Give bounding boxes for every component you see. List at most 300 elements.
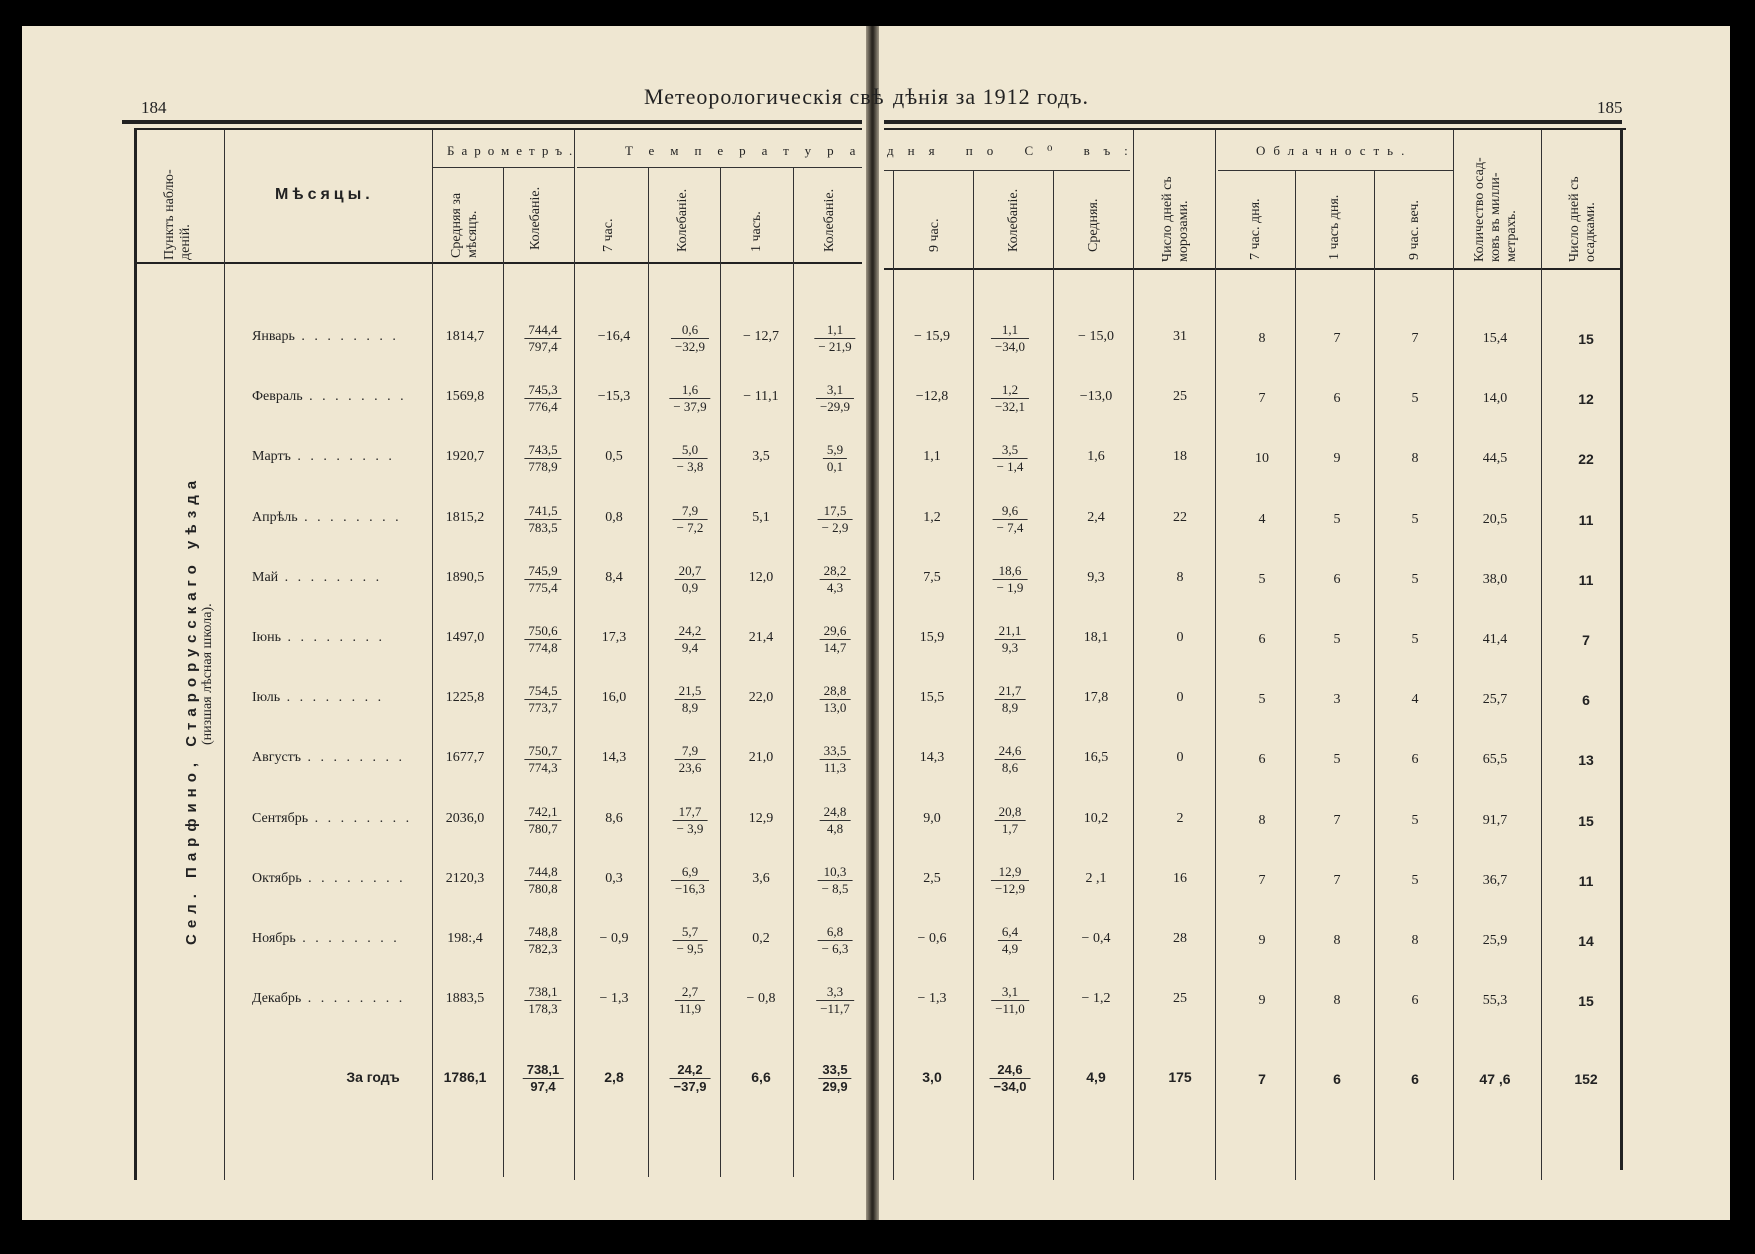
t1-range-cell-top: 17,5 — [818, 503, 853, 520]
t1-range-cell-bottom: − 8,5 — [821, 880, 849, 896]
baro-range-cell — [524, 984, 561, 1017]
precip-days-cell: 11 — [1578, 511, 1594, 528]
month-name: Февраль — [252, 389, 303, 405]
t9-range-cell-top: 6,4 — [998, 924, 1022, 941]
frost-days-cell: 25 — [1173, 389, 1187, 405]
precip-days-cell: 11 — [1578, 872, 1594, 889]
cloud-1-cell: 3 — [1333, 692, 1341, 708]
t7-range-cell-bottom: − 7,2 — [676, 519, 704, 535]
t7-range-cell — [675, 563, 706, 596]
col-sep-5 — [648, 167, 649, 1177]
baro-range-cell-bottom: 783,5 — [528, 519, 558, 535]
baro-mean-cell: 1920,7 — [445, 449, 485, 465]
leader-dots: . . . . . . . . — [295, 931, 400, 946]
baro-group-label: Барометръ. — [447, 143, 580, 158]
t9-range-cell-top: 1,1 — [991, 322, 1029, 339]
month-label — [252, 931, 400, 947]
col-sep-12 — [1215, 130, 1216, 1180]
precip-days-cell: 11 — [1578, 571, 1594, 588]
leader-dots: . . . . . . . . — [294, 329, 399, 344]
t9-range-cell-top: 9,6 — [993, 503, 1028, 520]
leader-dots: . . . . . . . . — [281, 630, 385, 645]
cloud-7-cell: 9 — [1258, 993, 1266, 1009]
col-sep-2 — [432, 130, 433, 1180]
t1-cell: 6,6 — [751, 1069, 771, 1085]
t7-cell: 2,8 — [604, 1069, 624, 1085]
baro-range-cell — [524, 503, 561, 536]
cloud-7-cell: 8 — [1258, 331, 1266, 346]
t1-range-cell — [820, 623, 851, 656]
t9-range-cell-top: 24,6 — [995, 743, 1026, 760]
t1-range-cell-top: 10,3 — [818, 864, 853, 881]
t1-range-cell-top: 24,8 — [820, 804, 851, 821]
precip-cell: 20,5 — [1482, 511, 1508, 527]
t9-range-cell — [995, 804, 1026, 837]
t9-range-cell — [993, 442, 1028, 475]
t1-range-cell-bottom: −29,9 — [819, 399, 851, 415]
baro-range-cell-bottom: 178,3 — [528, 1001, 558, 1017]
t7-cell: − 1,3 — [599, 991, 629, 1007]
t1-cell: 3,6 — [752, 870, 770, 886]
t1-range-cell-top: 3,3 — [816, 984, 854, 1001]
baro-range-cell-bottom: 774,8 — [528, 640, 558, 655]
month-name: Августъ — [252, 750, 302, 766]
frost-days-cell: 31 — [1173, 329, 1187, 344]
page-number-left: 184 — [141, 98, 167, 117]
cloud-9-cell: 7 — [1411, 331, 1419, 346]
t9-cell: − 15,9 — [914, 329, 950, 344]
cloud-7-cell: 6 — [1258, 752, 1266, 768]
frost-days-cell: 25 — [1173, 991, 1187, 1007]
baro-range-cell — [524, 563, 561, 596]
t9-range-cell-bottom: −34,0 — [993, 1079, 1027, 1094]
t1-range-cell — [820, 683, 851, 716]
cloud-9-cell: 5 — [1411, 812, 1419, 828]
baro-range-cell-bottom: 780,8 — [528, 880, 558, 896]
col-sep-4 — [574, 130, 575, 1180]
t9-range-cell — [991, 382, 1029, 415]
t1-range-cell-top: 28,2 — [820, 563, 851, 580]
baro-range-cell — [524, 804, 561, 837]
left-page — [22, 26, 867, 1220]
baro-range-cell-bottom: 778,9 — [528, 459, 558, 475]
temp-group-rule-right — [884, 170, 1130, 171]
t9-range-cell-bottom: −12,9 — [994, 880, 1026, 896]
t7-cell: 0,5 — [605, 449, 623, 465]
title-left: Метеорологическія свѣ — [644, 84, 885, 109]
t9-range-cell-bottom: 8,9 — [1001, 700, 1019, 716]
t1-cell: 22,0 — [748, 690, 774, 706]
t7-range-cell — [671, 322, 709, 355]
t9-range-cell-bottom: 4,9 — [1001, 941, 1019, 956]
month-name: Май — [252, 569, 279, 585]
t1-range-cell-bottom: −11,7 — [820, 1001, 850, 1017]
t7-range-cell-bottom: 0,9 — [681, 579, 699, 595]
baro-range-cell — [524, 924, 561, 957]
cloud-9-cell: 5 — [1411, 391, 1419, 407]
t1-range-cell-bottom: 29,9 — [822, 1079, 848, 1094]
t7-range-cell-bottom: − 9,5 — [676, 941, 704, 956]
t9-cell: − 0,6 — [917, 931, 947, 946]
t9-range-cell-bottom: −34,0 — [994, 339, 1026, 354]
cloud-9-cell: 6 — [1411, 993, 1419, 1009]
precip-days-cell: 13 — [1578, 752, 1594, 769]
baro-mean-cell: 1883,5 — [445, 991, 485, 1007]
precip-days-cell: 15 — [1578, 993, 1594, 1010]
t-mean-cell: − 0,4 — [1081, 931, 1111, 946]
header-precip-days: Число дней съ осадками. — [1567, 176, 1598, 262]
cloud-7-cell: 8 — [1258, 812, 1266, 828]
baro-range-cell-top: 742,1 — [524, 804, 561, 821]
top-rule-right — [884, 120, 1622, 124]
t9-cell: 2,5 — [923, 870, 941, 886]
station-name: Сел. Парфино, Старорусскаго уѣзда — [183, 474, 200, 945]
t7-range-cell-top: 0,6 — [671, 322, 709, 339]
station-sub: (низшая лѣсная школа). — [200, 603, 215, 745]
month-name: Январь — [252, 329, 295, 344]
t7-range-cell — [670, 1062, 711, 1095]
baro-mean-cell: 1815,2 — [445, 509, 485, 525]
month-label — [252, 811, 412, 827]
baro-range-cell-bottom: 775,4 — [528, 579, 558, 595]
t7-range-cell — [673, 924, 708, 957]
t9-cell: 9,0 — [923, 810, 941, 826]
header-baro-range: Колебаніе. — [528, 186, 543, 250]
t7-range-cell-bottom: − 3,9 — [676, 820, 704, 836]
t7-range-cell — [675, 683, 706, 716]
header-baro-mean: Средняя за мѣсяцъ. — [449, 192, 480, 258]
baro-range-cell — [524, 322, 561, 355]
baro-mean-cell: 1677,7 — [445, 750, 485, 766]
t9-range-cell — [995, 623, 1026, 656]
t1-range-cell-bottom: 4,8 — [826, 820, 844, 836]
month-label — [252, 449, 395, 465]
cloud-9-cell: 4 — [1411, 692, 1419, 708]
baro-range-cell-top: 738,1 — [524, 984, 561, 1001]
t7-range-cell-bottom: 23,6 — [678, 760, 702, 776]
t1-range-cell — [823, 442, 847, 475]
month-label — [252, 329, 399, 345]
t1-cell: − 0,8 — [746, 991, 776, 1007]
cloud-1-cell: 5 — [1333, 632, 1341, 647]
precip-days-cell: 14 — [1578, 933, 1594, 949]
baro-mean-cell: 1225,8 — [445, 690, 485, 706]
t9-cell: 1,2 — [923, 509, 941, 525]
t1-cell: 21,0 — [748, 750, 774, 766]
t9-range-cell — [990, 1062, 1031, 1095]
t7-range-cell-top: 5,0 — [673, 442, 708, 459]
t-mean-cell: 18,1 — [1083, 630, 1109, 645]
baro-mean-cell: 1890,5 — [445, 569, 485, 585]
baro-range-cell — [524, 623, 561, 656]
cloud-1-cell: 5 — [1333, 752, 1341, 768]
t7-cell: 14,3 — [601, 750, 627, 766]
cloud-group-rule — [1218, 170, 1453, 171]
t1-range-cell-top: 33,5 — [820, 743, 851, 760]
t7-range-cell-bottom: − 37,9 — [673, 399, 707, 415]
t9-cell: 1,1 — [923, 449, 941, 465]
cloud-1-cell: 6 — [1333, 571, 1341, 587]
leader-dots: . . . . . . . . — [278, 569, 383, 585]
frost-days-cell: 0 — [1176, 690, 1184, 706]
baro-range-cell-top: 744,4 — [524, 322, 561, 339]
header-t7: 7 час. — [601, 218, 616, 252]
header-c1: 1 часъ дня. — [1327, 194, 1342, 260]
t9-range-cell-bottom: −32,1 — [994, 399, 1026, 415]
t9-cell: −12,8 — [915, 389, 949, 405]
frost-days-cell: 18 — [1173, 449, 1187, 465]
baro-range-cell-top: 745,9 — [524, 563, 561, 580]
cloud-7-cell: 4 — [1258, 511, 1266, 527]
t9-range-cell-top: 3,1 — [991, 984, 1029, 1001]
precip-cell: 25,7 — [1482, 692, 1508, 708]
t9-range-cell — [998, 924, 1022, 957]
t-mean-cell: 2 ,1 — [1085, 870, 1107, 886]
t1-range-cell-top: 28,8 — [820, 683, 851, 700]
t9-range-cell-bottom: −11,0 — [995, 1001, 1025, 1017]
t1-cell: 12,0 — [748, 569, 774, 585]
month-label — [252, 570, 382, 586]
frost-days-cell: 2 — [1176, 810, 1184, 826]
cloud-1-cell: 6 — [1333, 391, 1341, 407]
col-sep-10 — [1053, 170, 1054, 1180]
header-station: Пунктъ наблю- деній. — [162, 169, 193, 260]
total-label: За годъ — [346, 1069, 400, 1085]
t7-range-cell-bottom: 11,9 — [678, 1001, 702, 1017]
header-c9: 9 час. веч. — [1407, 200, 1422, 260]
t1-range-cell-top: 5,9 — [823, 442, 847, 459]
t-mean-cell: 1,6 — [1087, 449, 1105, 465]
month-name: Іюль — [252, 690, 281, 706]
t9-range-cell-top: 3,5 — [993, 442, 1028, 459]
col-sep-14 — [1374, 170, 1375, 1180]
t9-cell: 14,3 — [919, 750, 945, 766]
month-label — [252, 389, 407, 405]
t9-range-cell — [995, 683, 1026, 716]
t9-range-cell-bottom: − 7,4 — [996, 519, 1024, 535]
baro-range-cell — [524, 743, 561, 776]
t1-range-cell — [814, 322, 855, 355]
t1-cell: − 12,7 — [743, 329, 779, 344]
precip-cell: 38,0 — [1482, 571, 1508, 587]
cloud-9-cell: 6 — [1411, 752, 1419, 768]
t7-cell: −16,4 — [597, 329, 631, 344]
baro-range-cell-top: 745,3 — [524, 382, 561, 399]
baro-range-cell-bottom: 773,7 — [528, 700, 558, 716]
t9-range-cell-top: 18,6 — [993, 563, 1028, 580]
t7-range-cell-top: 24,2 — [675, 623, 706, 640]
t-mean-cell: 2,4 — [1087, 509, 1105, 525]
t-mean-cell: −13,0 — [1079, 389, 1113, 405]
header-t1-range: Колебаніе. — [822, 188, 837, 252]
precip-days-cell: 15 — [1578, 331, 1594, 347]
cloud-9-cell: 5 — [1411, 872, 1419, 888]
book-gutter — [866, 26, 879, 1220]
leader-dots: . . . . . . . . — [280, 690, 385, 706]
page-number-right: 185 — [1597, 98, 1623, 117]
header-t9: 9 час. — [927, 218, 942, 252]
precip-days-cell: 22 — [1578, 451, 1594, 468]
baro-range-cell-top: 743,5 — [524, 442, 561, 459]
baro-range-cell-top: 744,8 — [524, 864, 561, 881]
t7-range-cell-top: 7,9 — [673, 503, 708, 520]
t7-cell: 8,6 — [605, 810, 623, 826]
col-sep-16 — [1541, 130, 1542, 1180]
leader-dots: . . . . . . . . — [301, 991, 406, 1007]
cloud-1-cell: 8 — [1333, 933, 1341, 948]
leader-dots: . . . . . . . . — [301, 870, 406, 886]
top-rule-left — [122, 120, 862, 124]
cloud-1-cell: 7 — [1333, 872, 1341, 888]
leader-dots: . . . . . . . . — [290, 449, 395, 465]
t7-range-cell-top: 5,7 — [673, 924, 708, 941]
cloud-7-cell: 6 — [1258, 632, 1266, 647]
t9-cell: 7,5 — [923, 569, 941, 585]
baro-mean-cell: 198:,4 — [447, 931, 483, 946]
header-t1: 1 часъ. — [749, 211, 764, 252]
t7-cell: 8,4 — [605, 569, 623, 585]
t7-range-cell — [673, 804, 708, 837]
t9-range-cell-top: 12,9 — [991, 864, 1029, 881]
cloud-1-cell: 7 — [1333, 331, 1341, 346]
t7-range-cell-top: 17,7 — [673, 804, 708, 821]
frost-days-cell: 8 — [1176, 569, 1184, 585]
station-label — [183, 475, 216, 945]
col-sep-6 — [720, 167, 721, 1177]
t9-range-cell-top: 21,7 — [995, 683, 1026, 700]
cloud-group-label: Облачность. — [1256, 143, 1413, 158]
precip-cell: 41,4 — [1482, 632, 1508, 647]
cloud-7-cell: 5 — [1258, 571, 1266, 587]
t7-cell: 17,3 — [601, 630, 627, 645]
t7-range-cell-bottom: 8,9 — [681, 700, 699, 716]
baro-range-cell — [524, 442, 561, 475]
precip-cell: 91,7 — [1482, 812, 1508, 828]
t9-cell: 3,0 — [922, 1069, 942, 1085]
cloud-9-cell: 6 — [1411, 1071, 1419, 1087]
precip-cell: 44,5 — [1482, 451, 1508, 467]
t7-range-cell-bottom: − 3,8 — [676, 459, 704, 475]
leader-dots: . . . . . . . . — [308, 810, 413, 826]
t9-range-cell-top: 21,1 — [995, 623, 1026, 640]
left-border — [134, 130, 137, 1180]
t1-range-cell-top: 3,1 — [816, 382, 854, 399]
t1-range-cell — [820, 804, 851, 837]
baro-range-cell-top: 738,1 — [523, 1062, 564, 1079]
cloud-1-cell: 7 — [1333, 812, 1341, 828]
baro-range-cell-bottom: 797,4 — [528, 339, 558, 354]
baro-range-cell-top: 754,5 — [524, 683, 561, 700]
t7-range-cell-top: 2,7 — [675, 984, 705, 1001]
temp-group-label-right: дня по С⁰ въ: — [887, 143, 1142, 158]
t1-range-cell-top: 33,5 — [818, 1062, 851, 1079]
baro-mean-cell: 2036,0 — [445, 810, 485, 826]
t7-range-cell-top: 7,9 — [675, 743, 706, 760]
t1-range-cell-top: 29,6 — [820, 623, 851, 640]
cloud-9-cell: 5 — [1411, 632, 1419, 647]
cloud-1-cell: 5 — [1333, 511, 1341, 527]
baro-range-cell-top: 750,7 — [524, 743, 561, 760]
header-c7: 7 час. дня. — [1248, 198, 1263, 260]
t-mean-cell: 17,8 — [1083, 690, 1109, 706]
col-sep-3 — [503, 167, 504, 1177]
t7-range-cell-top: 20,7 — [675, 563, 706, 580]
t9-range-cell — [991, 322, 1029, 355]
month-label — [252, 991, 405, 1007]
frost-days-cell: 16 — [1173, 870, 1187, 886]
leader-dots: . . . . . . . . — [302, 389, 407, 405]
t7-range-cell-bottom: 9,4 — [681, 640, 699, 655]
cloud-7-cell: 9 — [1258, 933, 1266, 948]
month-label — [252, 750, 405, 766]
leader-dots: . . . . . . . . — [301, 750, 406, 766]
precip-cell: 14,0 — [1482, 391, 1508, 407]
cloud-9-cell: 5 — [1411, 571, 1419, 587]
baro-mean-cell: 1814,7 — [445, 329, 485, 344]
baro-range-cell-bottom: 774,3 — [528, 760, 558, 776]
precip-cell: 36,7 — [1482, 872, 1508, 888]
month-name: Апрѣль — [252, 509, 298, 525]
right-border — [1620, 130, 1623, 1170]
t9-range-cell — [993, 563, 1028, 596]
baro-mean-cell: 1786,1 — [443, 1069, 487, 1085]
precip-days-cell: 15 — [1578, 812, 1594, 829]
header-rule-left — [134, 262, 862, 264]
t7-range-cell-bottom: −32,9 — [674, 339, 706, 354]
t7-range-cell-top: 24,2 — [670, 1062, 711, 1079]
t9-range-cell-top: 24,6 — [990, 1062, 1031, 1079]
col-sep-8 — [893, 170, 894, 1180]
month-label — [252, 871, 406, 887]
baro-range-cell-top: 741,5 — [524, 503, 561, 520]
t7-cell: 16,0 — [601, 690, 627, 706]
header-precip: Количество осад- ковъ въ милли- метрахъ. — [1472, 157, 1519, 262]
baro-range-cell-top: 750,6 — [524, 623, 561, 640]
baro-mean-cell: 1497,0 — [445, 630, 485, 645]
t7-range-cell — [673, 503, 708, 536]
precip-cell: 15,4 — [1482, 331, 1508, 346]
month-name: Сентябрь — [252, 810, 309, 826]
t7-cell: 0,3 — [605, 870, 623, 886]
cloud-7-cell: 5 — [1258, 692, 1266, 708]
t9-range-cell-top: 1,2 — [991, 382, 1029, 399]
baro-range-cell-bottom: 780,7 — [528, 820, 558, 836]
t1-range-cell-bottom: 13,0 — [823, 700, 847, 716]
precip-cell: 47 ,6 — [1479, 1071, 1511, 1087]
baro-range-cell — [524, 683, 561, 716]
cloud-9-cell: 8 — [1411, 933, 1419, 948]
t-mean-cell: 16,5 — [1083, 750, 1109, 766]
month-label — [252, 510, 402, 526]
frost-days-cell: 22 — [1173, 509, 1187, 525]
t1-range-cell — [820, 563, 851, 596]
t9-range-cell-bottom: 9,3 — [1001, 640, 1019, 655]
col-sep-1 — [224, 130, 225, 1180]
month-name: Октябрь — [252, 870, 302, 886]
t7-range-cell — [669, 382, 710, 415]
t1-range-cell-bottom: − 6,3 — [821, 941, 849, 956]
baro-range-cell — [523, 1062, 564, 1095]
temp-group-label-left: Температура — [625, 143, 872, 158]
cloud-1-cell: 8 — [1333, 993, 1341, 1009]
t9-range-cell-bottom: 1,7 — [1001, 820, 1019, 836]
baro-range-cell — [524, 864, 561, 897]
t1-range-cell-bottom: 4,3 — [826, 579, 844, 595]
t9-cell: 15,9 — [919, 630, 945, 645]
baro-range-cell-top: 748,8 — [524, 924, 561, 941]
t7-range-cell-bottom: −16,3 — [674, 880, 706, 896]
t9-range-cell — [991, 984, 1029, 1017]
